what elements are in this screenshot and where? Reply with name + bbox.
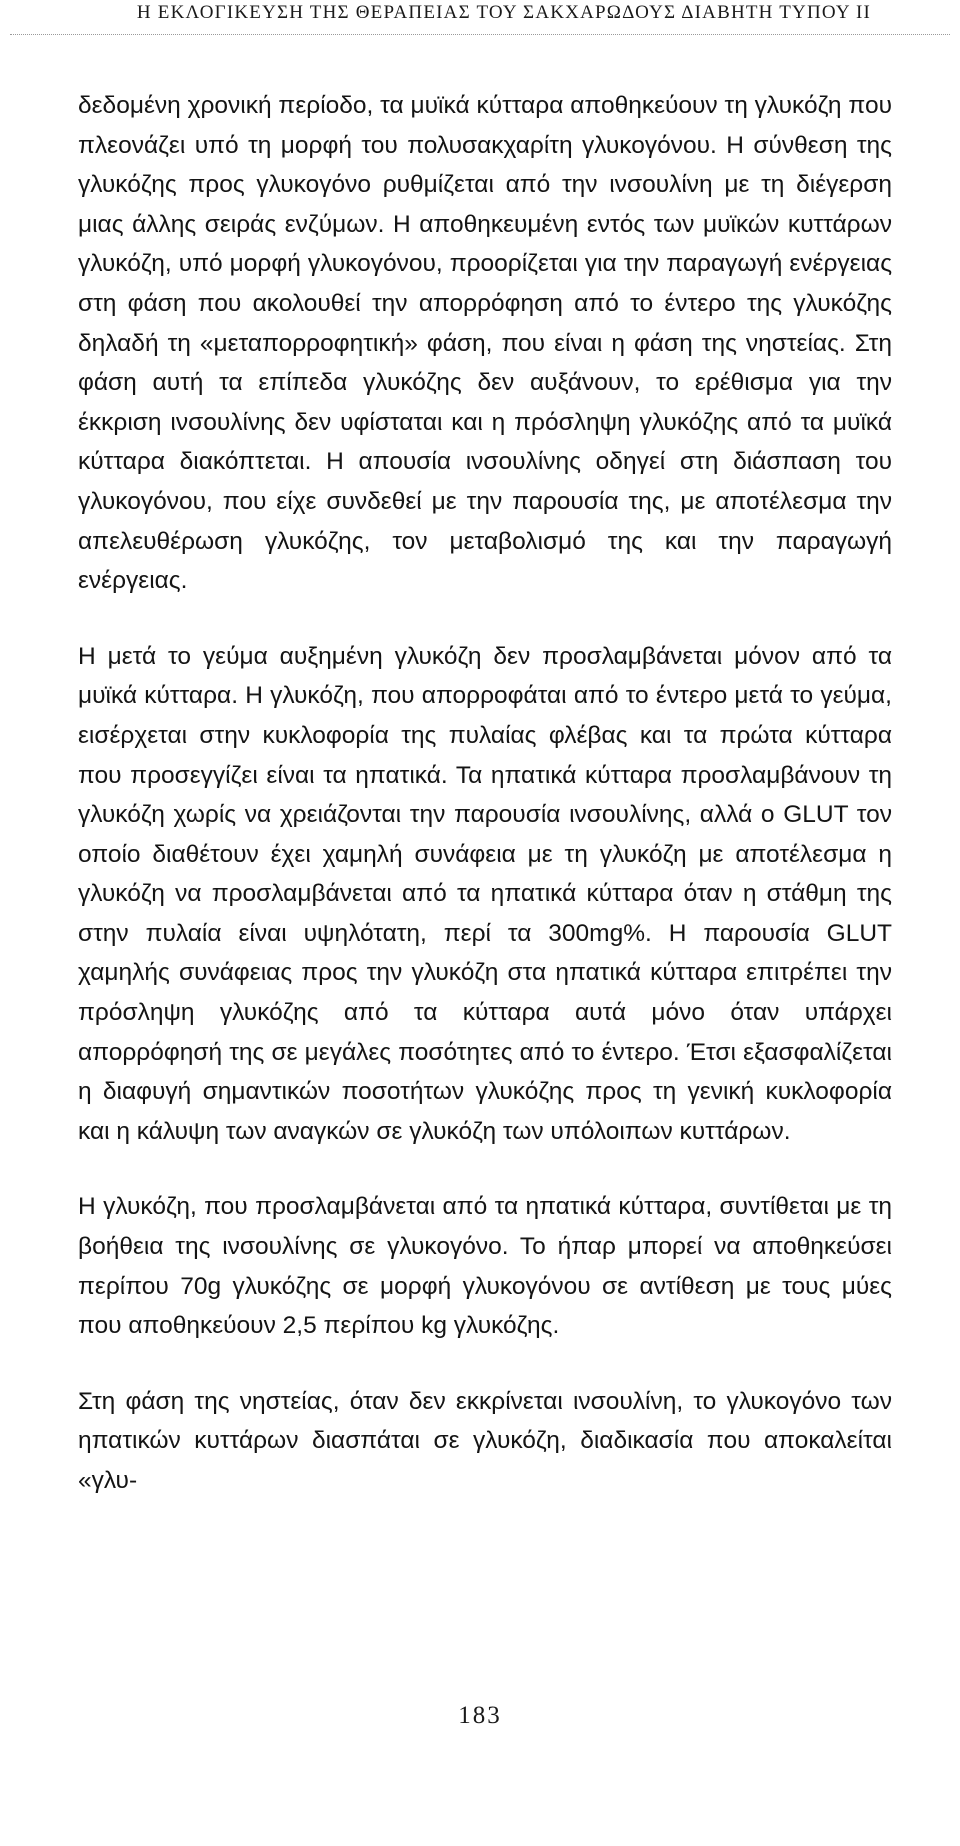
paragraph-glycogen-storage: Η γλυκόζη, που προσλαμβάνεται από τα ηπατικά κύτταρα, συντίθεται με τη βοήθεια της ινσουλίνης σε γλυκογόνο. Το ήπαρ μπορεί να αποθηκεύσει περίπου 70g γλυκόζης σε μορφή γλυκογόνου σε αντίθεση με τους μύες που αποθηκεύουν 2,5 περίπου kg γλυκόζης. (78, 1193, 892, 1340)
paragraph-fasting-phase: Στη φάση της νηστείας, όταν δεν εκκρίνεται ινσουλίνη, το γλυκογόνο των ηπατικών κυττάρων διασπάται σε γλυκόζη, διαδικασία που αποκαλείται «γλυ- (78, 1387, 892, 1494)
running-head: Η ΕΚΛΟΓΙΚΕΥΣΗ ΤΗΣ ΘΕΡΑΠΕΙΑΣ ΤΟΥ ΣΑΚΧΑΡΩΔΟΥΣ ΔΙΑΒΗΤΗ ΤΥΠΟΥ ΙΙ (136, 2, 872, 23)
paragraph-liver-uptake: Η μετά το γεύμα αυξημένη γλυκόζη δεν προσλαμβάνεται μόνον από τα μυϊκά κύτταρα. Η γλυκόζη, που απορροφάται από το έντερο μετά το γεύμα, εισέρχεται στην κυκλοφορία της πυλαίας φλέβας και τα πρώτα κύτταρα που προσεγγίζει είναι τα ηπατικά. Τα ηπατικά κύτταρα προσλαμβάνουν τη γλυκόζη χωρίς να χρειάζονται την παρουσία ινσουλίνης, αλλά ο GLUT τον οποίο διαθέτουν έχει χαμηλή συνάφεια με τη γλυκόζη με αποτέλεσμα η γλυκόζη να προσλαμβάνεται από τα ηπατικά κύτταρα όταν η στάθμη της στην πυλαία είναι υψηλότατη, περί τα 300mg%. Η παρουσία GLUT χαμηλής συνάφειας προς την γλυκόζη στα ηπατικά κύτταρα επιτρέπει την πρόσληψη γλυκόζης από τα κύτταρα αυτά μόνο όταν υπάρχει απορρόφησή της σε μεγάλες ποσότητες από το έντερο. Έτσι εξασφαλίζεται η διαφυγή σημαντικών ποσοτήτων γλυκόζης προς τη γενική κυκλοφορία και η κάλυψη των αναγκών σε γλυκόζη των υπόλοιπων κυττάρων. (78, 642, 892, 1145)
page-number: 183 (458, 1702, 502, 1729)
header-divider (10, 34, 950, 35)
body-text (78, 86, 892, 1501)
paragraph-continued: δεδομένη χρονική περίοδο, τα μυϊκά κύτταρα αποθηκεύουν τη γλυκόζη που πλεονάζει υπό τη μορφή του πολυσακχαρίτη γλυκογόνου. Η σύνθεση της γλυκόζης προς γλυκογόνο ρυθμίζεται από την ινσουλίνη με τη διέγερση μιας άλλης σειράς ενζύμων. Η αποθηκευμένη εντός των μυϊκών κυττάρων γλυκόζη, υπό μορφή γλυκογόνου, προορίζεται για την παραγωγή ενέργειας στη φάση που ακολουθεί την απορρόφηση από το έντερο της γλυκόζης δηλαδή τη «μεταπορροφητική» φάση, που είναι η φάση της νηστείας. Στη φάση αυτή τα επίπεδα γλυκόζης δεν αυξάνουν, το ερέθισμα για την έκκριση ινσουλίνης δεν υφίσταται και η πρόσληψη γλυκόζης από τα μυϊκά κύτταρα διακόπτεται. Η απουσία ινσουλίνης οδηγεί στη διάσπαση του γλυκογόνου, που είχε συνδεθεί με την παρουσία της, με αποτέλεσμα την απελευθέρωση γλυκόζης, τον μεταβολισμό της και την παραγωγή ενέργειας. (78, 92, 892, 595)
